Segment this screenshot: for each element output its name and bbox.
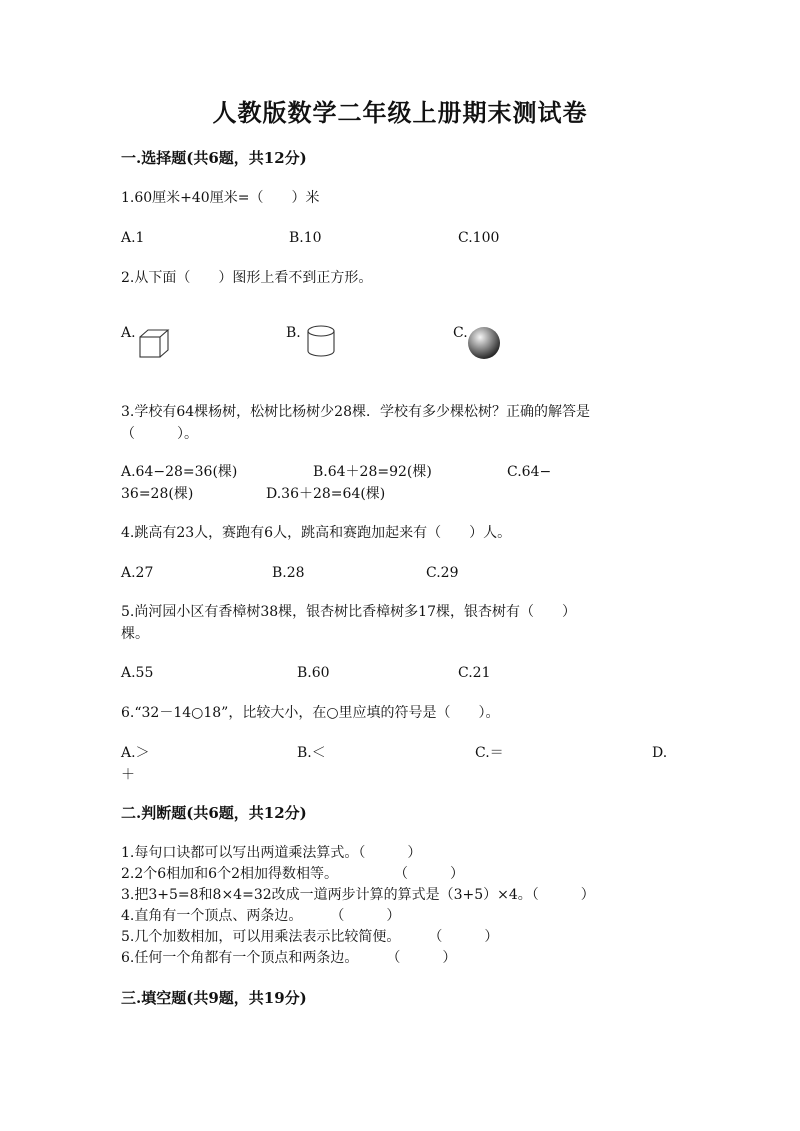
- judgement-item: 2.2个6相加和6个2相加得数相等。 （ ）: [121, 866, 464, 882]
- question-4-stem: 4.跳高有23人，赛跑有6人，跳高和赛跑加起来有（ ）人。: [121, 525, 512, 541]
- question-6-option-d-line1: D.: [652, 745, 668, 761]
- judgement-item: 3.把3+5=8和8×4=32改成一道两步计算的算式是（3+5）×4。（ ）: [121, 887, 595, 903]
- question-1-option-c: C.100: [458, 230, 500, 246]
- question-5-option-a: A.55: [121, 665, 154, 681]
- question-3-stem-line1: 3.学校有64棵杨树，松树比杨树少28棵．学校有多少棵松树？正确的解答是: [121, 404, 590, 420]
- question-5-stem-line2: 棵。: [121, 626, 149, 642]
- question-2-option-c: C.: [453, 325, 468, 341]
- section-heading-true-false: 二.判断题(共6题，共12分): [121, 804, 307, 822]
- question-4-option-a: A.27: [121, 565, 154, 581]
- question-4-option-b: B.28: [272, 565, 305, 581]
- question-6-stem: 6.“32－14○18”，比较大小，在○里应填的符号是（ ）。: [121, 705, 500, 721]
- judgement-item: 6.任何一个角都有一个顶点和两条边。 （ ）: [121, 950, 457, 966]
- question-5-stem-line1: 5.尚河园小区有香樟树38棵，银杏树比香樟树多17棵，银杏树有（ ）: [121, 604, 576, 620]
- question-6-option-c: C.＝: [475, 745, 504, 761]
- question-5-option-b: B.60: [297, 665, 330, 681]
- cylinder-icon: [305, 324, 337, 358]
- sphere-icon: [466, 325, 502, 361]
- question-4-option-c: C.29: [426, 565, 459, 581]
- page-title: 人教版数学二年级上册期末测试卷: [212, 98, 588, 127]
- question-2-option-b: B.: [286, 325, 301, 341]
- judgement-item: 5.几个加数相加，可以用乘法表示比较简便。 （ ）: [121, 929, 499, 945]
- question-3-option-c-line1: C.64−: [507, 464, 552, 480]
- question-3-option-c-line2: 36=28(棵): [121, 486, 194, 502]
- judgement-item: 1.每句口诀都可以写出两道乘法算式。（ ）: [121, 845, 422, 861]
- section-heading-fill-in: 三.填空题(共9题，共19分): [121, 989, 307, 1007]
- question-2-stem: 2.从下面（ ）图形上看不到正方形。: [121, 270, 373, 286]
- question-6-option-b: B.＜: [297, 745, 326, 761]
- question-1-option-b: B.10: [289, 230, 322, 246]
- question-1-stem: 1.60厘米+40厘米=（ ）米: [121, 190, 320, 206]
- question-5-option-c: C.21: [458, 665, 491, 681]
- cube-icon: [138, 327, 172, 359]
- question-3-option-a: A.64−28=36(棵): [121, 464, 238, 480]
- question-3-option-d: D.36＋28=64(棵): [266, 486, 386, 502]
- section-heading-choice: 一.选择题(共6题，共12分): [121, 149, 307, 167]
- question-1-option-a: A.1: [121, 230, 145, 246]
- judgement-item: 4.直角有一个顶点、两条边。 （ ）: [121, 908, 401, 924]
- question-2-option-a: A.: [121, 325, 136, 341]
- question-6-option-d-line2: ＋: [121, 767, 135, 783]
- question-6-option-a: A.＞: [121, 745, 150, 761]
- question-3-option-b: B.64＋28=92(棵): [313, 464, 432, 480]
- question-3-stem-line2: （ ）。: [121, 426, 198, 442]
